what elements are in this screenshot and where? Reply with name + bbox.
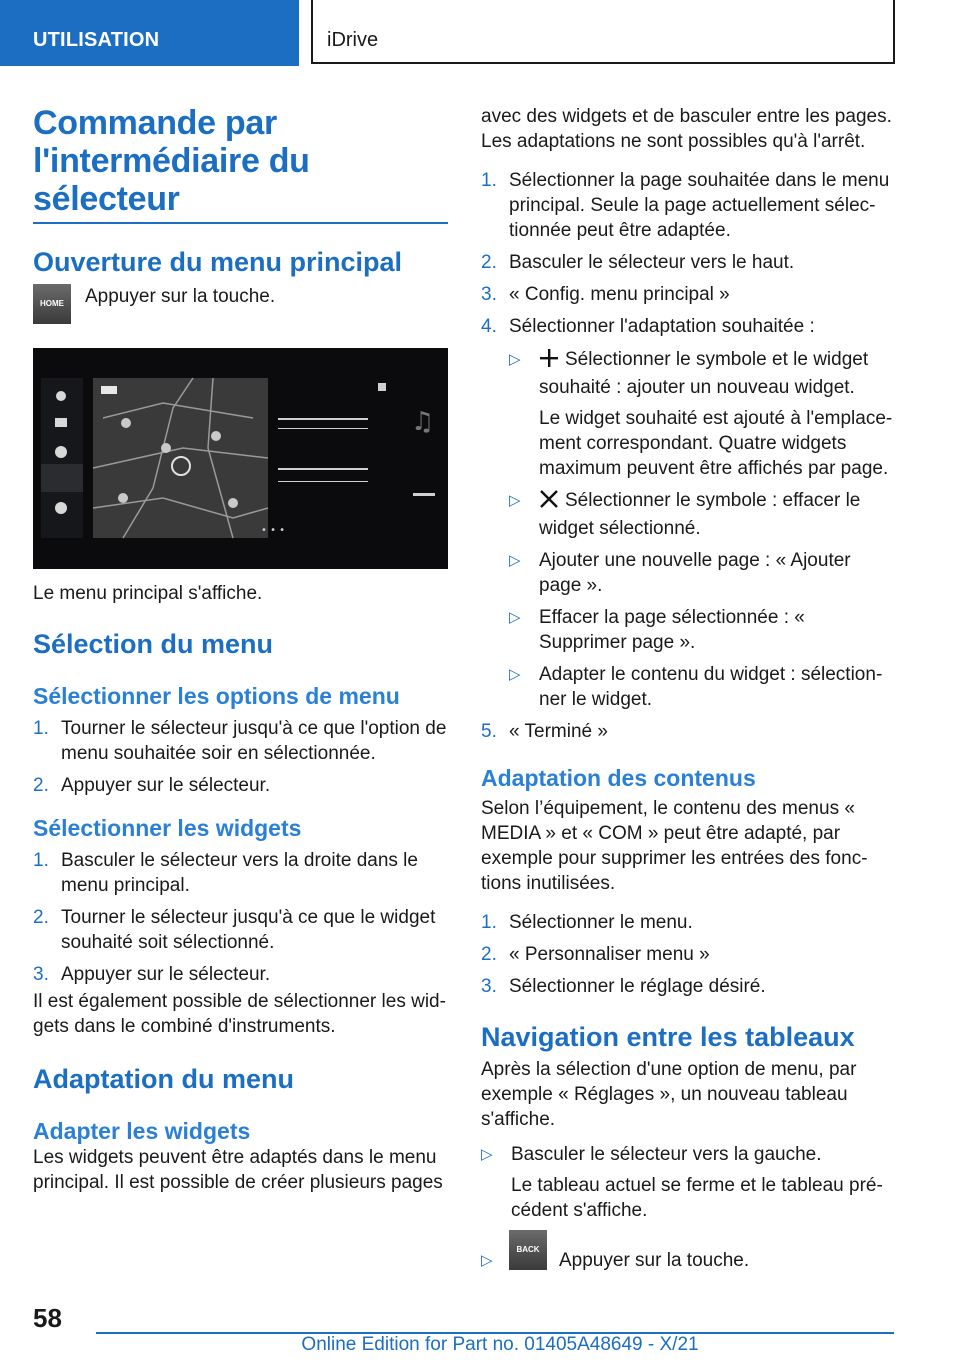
main-menu-displayed: Le menu principal s'affiche. [33,583,263,604]
navigation-options [481,1142,897,1274]
right-column [481,104,897,1281]
list-item: 3. Sélectionner le réglage désiré. [481,976,766,997]
list-item: 1. Basculer le sélecteur vers la droite dans le menu principal. [33,850,418,896]
heading-selection: Sélection du menu [33,629,274,659]
home-key-instruction: Appuyer sur la touche. [85,286,276,307]
footer-edition: Online Edition for Part no. 01405A48649 - X/21 [301,1334,699,1355]
home-key-icon: HOME [33,284,71,324]
adapt-intro-part2: avec des widgets et de basculer entre les pages. Les adaptations ne sont possibles qu'à l'arrêt. [481,106,892,152]
heading-adaptation: Adaptation du menu [33,1064,294,1094]
section-label: UTILISATION [33,29,160,51]
list-item: 2. Tourner le sélecteur jusqu'à ce que le widget souhaité soit sélectionné. [33,907,436,953]
adapt-intro-part1: Les widgets peuvent être adaptés dans le menu principal. Il est possible de créer plusieurs pages [33,1147,443,1193]
svg-text:♫: ♫ [411,407,435,437]
steps-widgets [33,848,448,987]
list-item: 3. Appuyer sur le sélecteur. [33,964,271,985]
title-rule [33,222,448,224]
list-item: ▷ Sélectionner le symbole : effacer le widget sélectionné. [509,490,861,539]
widgets-note: Il est également possible de sélectionner les widgets dans le combiné d'instruments. [33,991,446,1037]
list-item: 1. Sélectionner le menu. [481,912,693,933]
section-tab [0,0,299,66]
topic-label: iDrive [327,29,379,51]
contents-intro: Selon l’équipement, le contenu des menus « MEDIA » et « COM » peut être adapté, par exemple pour supprimer les entrées des fonctions inutilisées. [481,798,868,894]
list-item: 3. « Config. menu principal » [481,284,730,305]
list-item: 2. « Personnaliser menu » [481,944,710,965]
widget-added-note: Le widget souhaité est ajouté à l'emplacement correspondant. Quatre widgets maximum peuvent être affichés par page. [539,408,893,479]
navigation-intro: Après la sélection d'une option de menu, par exemple « Réglages », un nouveau tableau s'affiche. [481,1059,857,1130]
back-key-instruction: Appuyer sur la touche. [559,1250,750,1271]
subheading-options: Sélectionner les options de menu [33,683,400,709]
list-item: ▷ Adapter le contenu du widget : sélectionner le widget. [509,664,883,710]
back-key-icon: BACK [509,1230,547,1270]
close-icon [539,489,559,516]
adapt-options [509,347,897,712]
main-menu-image [33,348,448,569]
list-item: 1. Tourner le sélecteur jusqu'à ce que l'option de menu souhaitée soir en sélectionnée. [33,718,447,764]
home-key-row [33,284,448,328]
left-column [33,104,448,1195]
list-item: ▷ Basculer le sélecteur vers la gauche. Le tableau actuel se ferme et le tableau précédent s'affiche. [481,1142,897,1223]
steps-contents [481,910,897,999]
list-item: ▷ Effacer la page sélectionnée : « Supprimer page ». [509,607,805,653]
heading-ouverture: Ouverture du menu principal [33,247,403,277]
svg-text:• • •: • • • [261,525,286,536]
heading-navigation: Navigation entre les tableaux [481,1022,855,1052]
steps-adapt [481,168,897,744]
page-title: Commande par l'intermédiaire du sélecteur [33,104,310,218]
list-item: ▷ Ajouter une nouvelle page : « Ajouter page ». [509,550,851,596]
list-item: 5. « Terminé » [481,721,608,742]
navigation-close-note: Le tableau actuel se ferme et le tableau précédent s'affiche. [511,1175,883,1221]
list-item: 4. Sélectionner l'adaptation souhaitée : ▷ Sélectionner le symbole et le widget souhaité : ajouter un nouveau widget. Le widget souhaité est ajouté à l'emplacement correspondant. Quatre widgets maximum peuvent être affichés par page. ▷ Sélectionner le symbole : effacer le widget sélectionné. ▷ Ajouter une nouvelle page : « Ajouter page ». ▷ Effacer la page sélectionnée : « Supprimer page ». ▷ Adapter le contenu du widget : sélectionner le widget. [481,314,897,712]
main-menu-screenshot [33,348,448,569]
list-item: 1. Sélectionner la page souhaitée dans le menu principal. Seule la page actuellement sélectionnée peut être adaptée. [481,170,890,241]
list-item: 2. Basculer le sélecteur vers le haut. [481,252,795,273]
list-item: ▷ Sélectionner le symbole et le widget souhaité : ajouter un nouveau widget. Le widget souhaité est ajouté à l'emplacement correspondant. Quatre widgets maximum peuvent être affichés par page. [509,347,897,481]
subheading-widgets: Sélectionner les widgets [33,815,302,841]
list-item: 2. Appuyer sur le sélecteur. [33,775,271,796]
subheading-adapt-widgets: Adapter les widgets [33,1118,251,1144]
list-item: ▷ BACK Appuyer sur la touche. [481,1230,897,1274]
page-number: 58 [33,1303,62,1333]
topic-box [311,0,895,64]
steps-options [33,716,448,798]
subheading-contents: Adaptation des contenus [481,765,756,791]
plus-icon [539,348,559,375]
